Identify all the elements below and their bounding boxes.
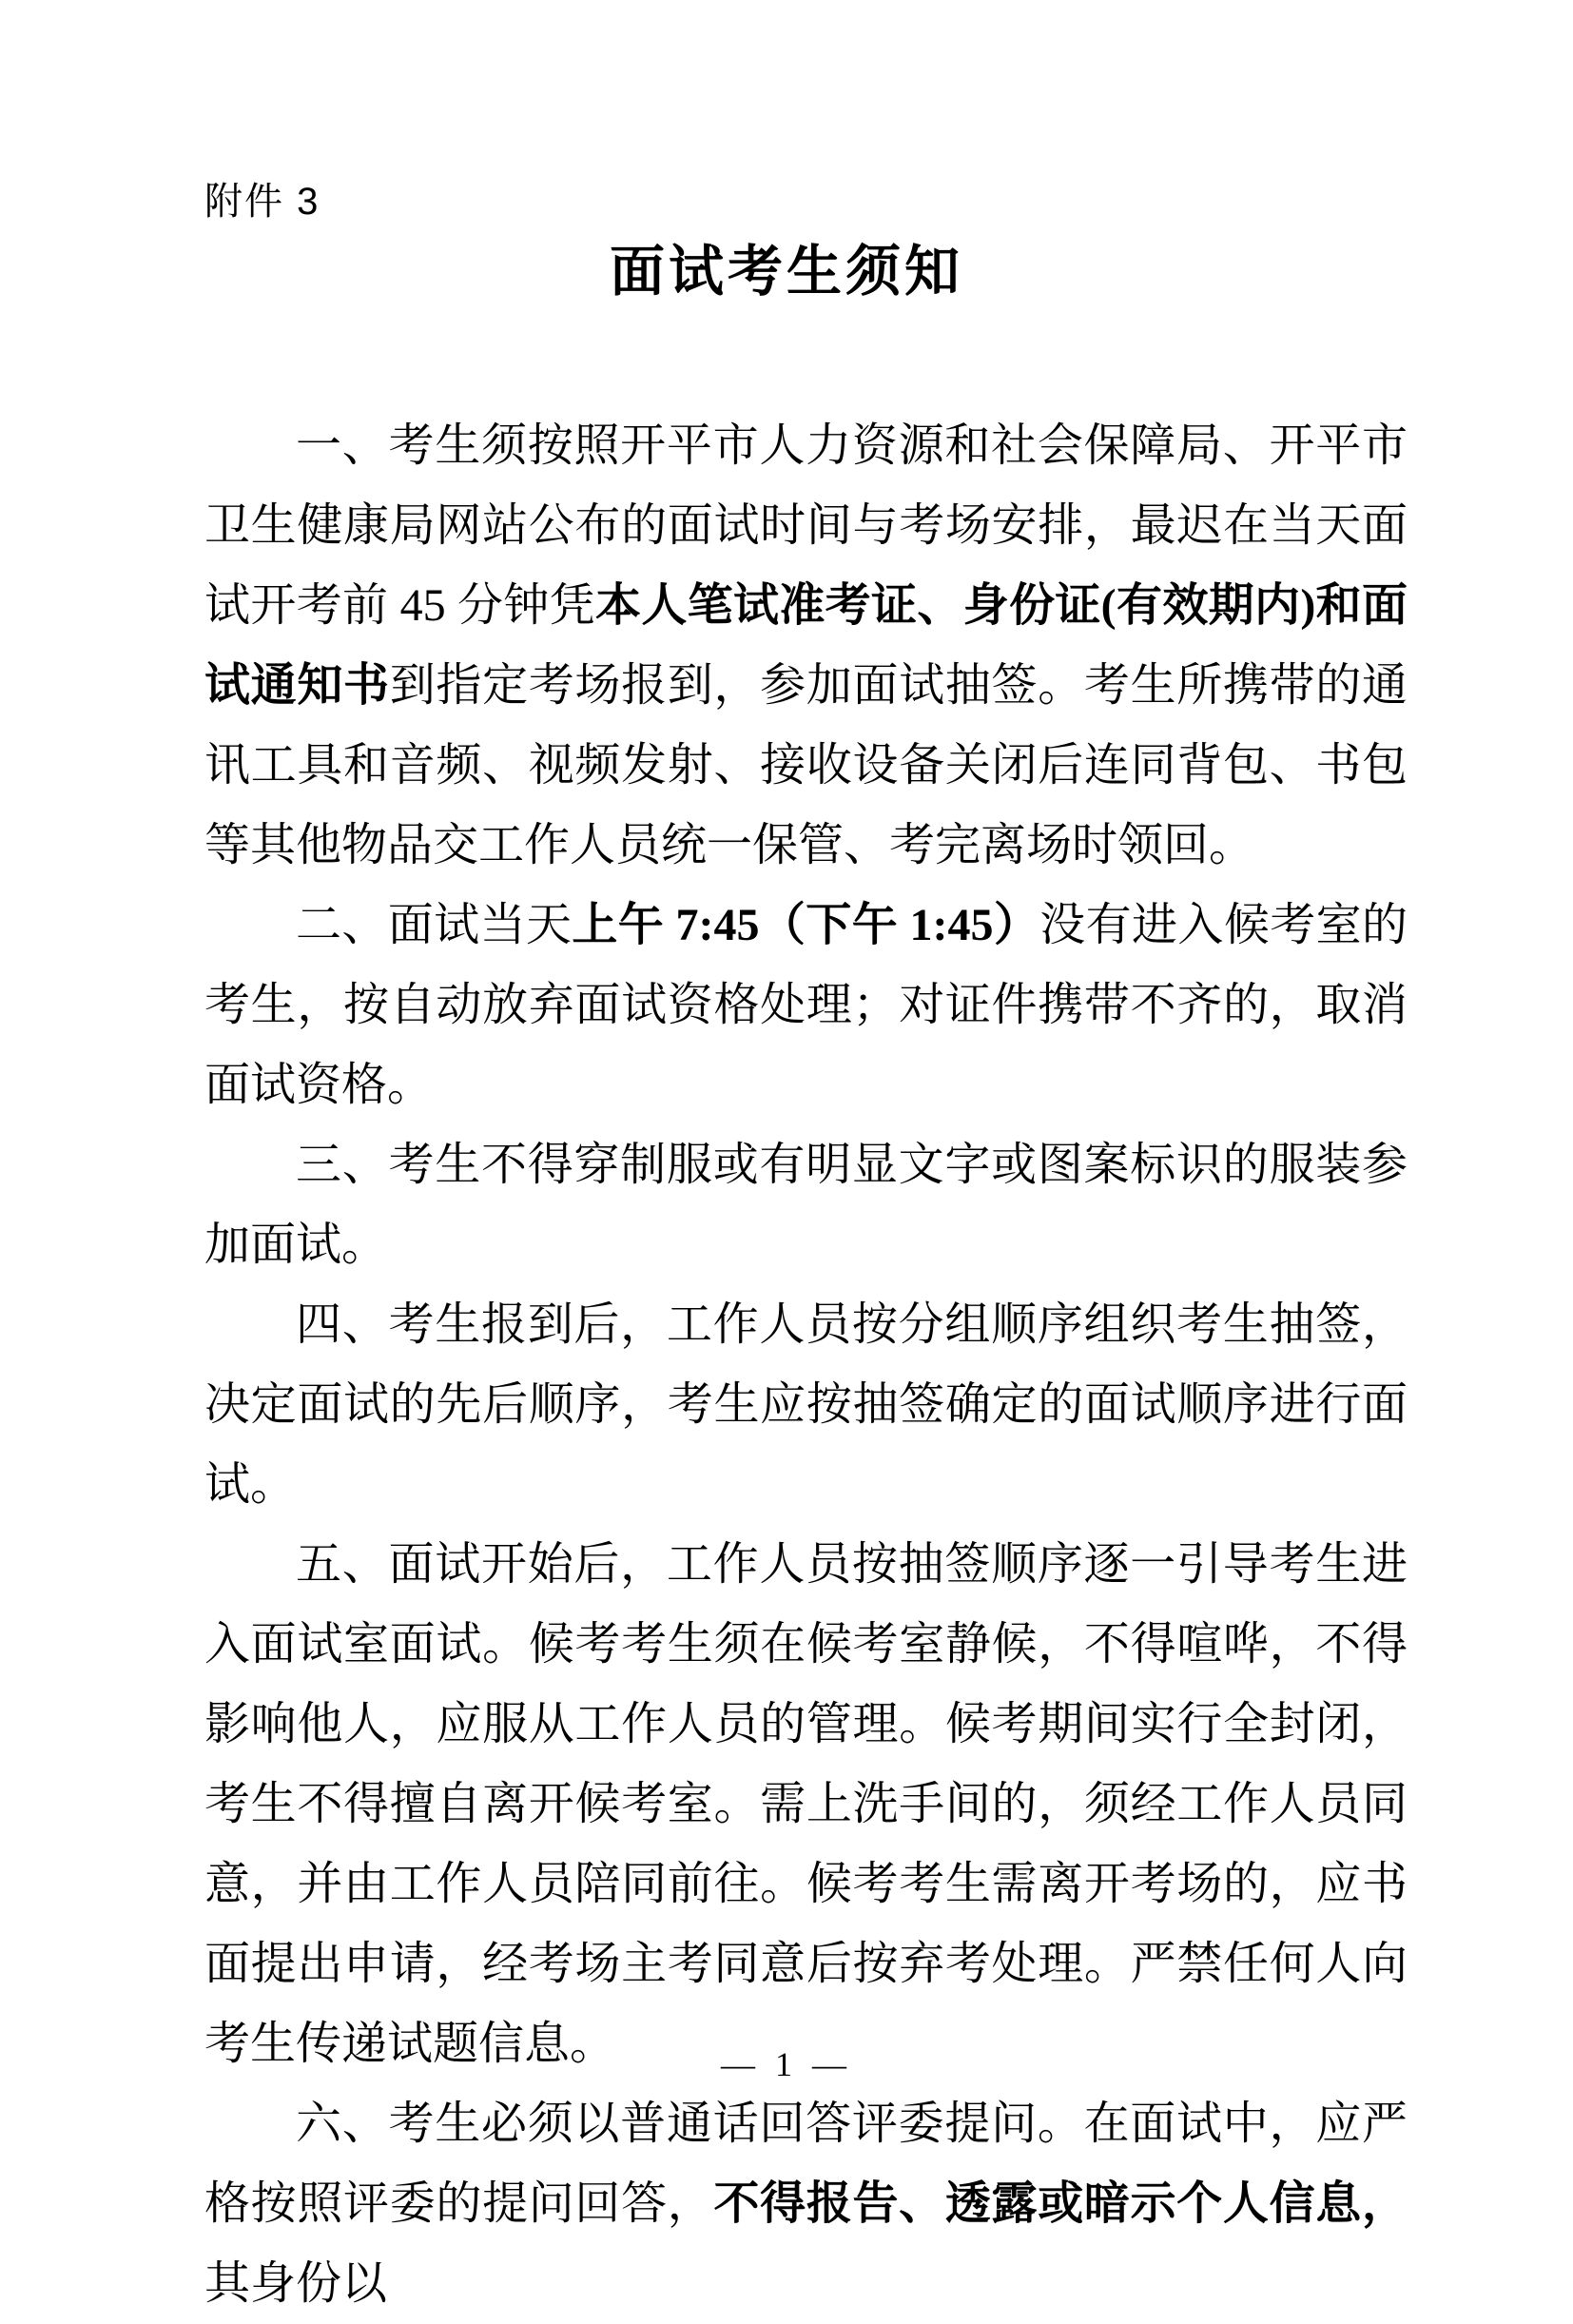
body-text: 四、考生报到后，工作人员按分组顺序组织考生抽签，决定面试的先后顺序，考生应按抽签确定的面试顺序进行面试。 (204, 1299, 1408, 1510)
emphasis-text: 本人笔试准考证、身份证(有效期内)和面试通知书 (204, 580, 1408, 711)
paragraph (204, 1125, 1408, 1285)
body-text: 没有进入候考室的考生，按自动放弃面试资格处理；对证件携带不齐的，取消面试资格。 (204, 900, 1408, 1110)
body-text: 五、面试开始后，工作人员按抽签顺序逐一引导考生进入面试室面试。候考考生须在候考室静候，不得喧哗，不得影响他人，应服从工作人员的管理。候考期间实行全封闭，考生不得擅自离开候考室。需上洗手间的，须经工作人员同意，并由工作人员陪同前往。候考考生需离开考场的，应书面提出申请，经考场主考同意后按弃考处理。严禁任何人向考生传递试题信息。 (204, 1539, 1408, 2069)
emphasis-text: 不得报告、透露或暗示个人信息， (713, 2178, 1408, 2229)
document-body (204, 406, 1408, 2324)
body-text: 二、面试当天 (296, 900, 573, 950)
page-title: 面试考生须知 (609, 241, 963, 303)
body-text: 三、考生不得穿制服或有明显文字或图案标识的服装参加面试。 (204, 1140, 1408, 1270)
body-text: 到指定考场报到，参加面试抽签。考生所携带的通讯工具和音频、视频发射、接收设备关闭后连同背包、书包等其他物品交工作人员统一保管、考完离场时领回。 (204, 660, 1408, 870)
paragraph (204, 1525, 1408, 2084)
emphasis-text: 上午 7:45（下午 1:45） (572, 900, 1040, 950)
footer-page-number: — 1 — (721, 2045, 852, 2083)
body-text: 六、考生必须以普通话回答评委提问。在面试中，应严格按照评委的提问回答， (204, 2099, 1408, 2229)
paragraph (204, 1285, 1408, 1525)
paragraph (204, 2084, 1408, 2324)
paragraph (204, 886, 1408, 1125)
paragraph (204, 406, 1408, 886)
attachment-label: 附件 3 (204, 181, 320, 223)
body-text: 一、考生须按照开平市人力资源和社会保障局、开平市卫生健康局网站公布的面试时间与考场安排，最迟在当天面试开考前 45 分钟凭 (204, 420, 1408, 631)
body-text: 其身份以 (204, 2258, 388, 2309)
